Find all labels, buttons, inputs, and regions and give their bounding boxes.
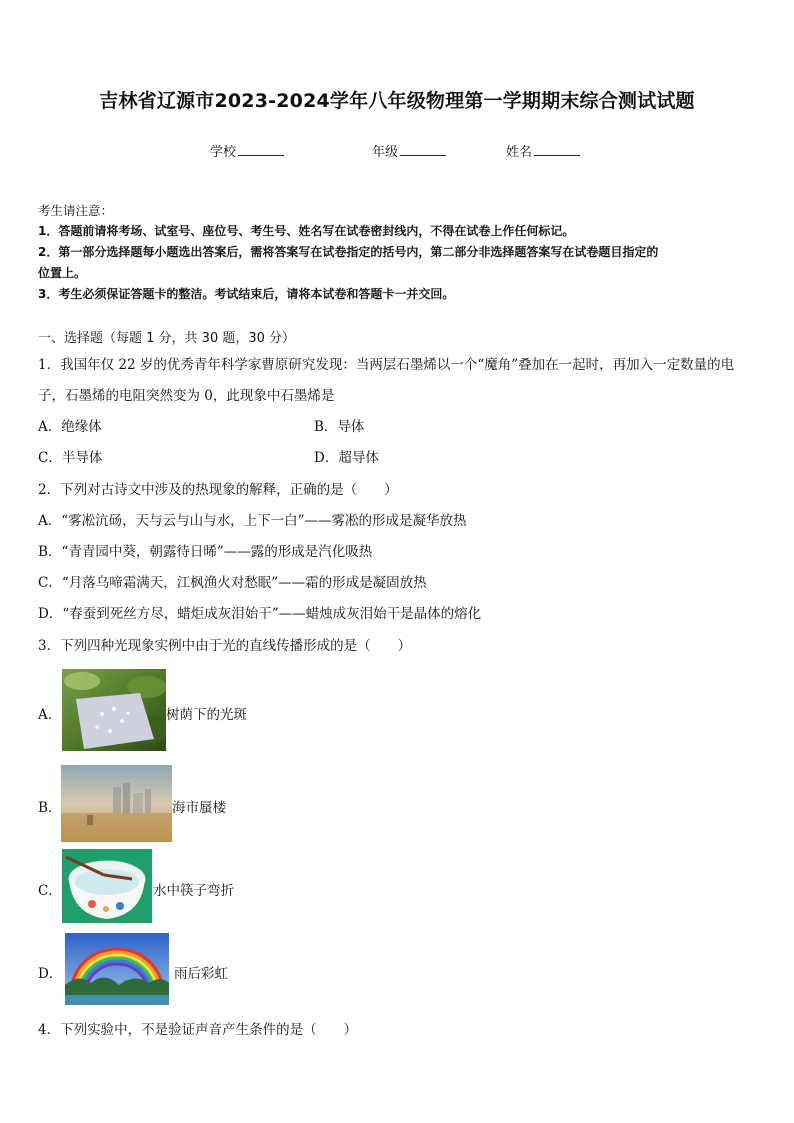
mirage-picture <box>61 765 172 842</box>
q1-option-a[interactable]: A．绝缘体 <box>38 419 102 435</box>
q3-option-a-image[interactable] <box>62 669 166 751</box>
notice-heading: 考生请注意： <box>38 203 114 218</box>
q1-stem-line2: 子，石墨烯的电阻突然变为 0，此现象中石墨烯是 <box>38 388 335 404</box>
school-label: 学校 <box>210 145 237 160</box>
grade-label: 年级 <box>372 145 399 160</box>
notice-item-2: 2．第一部分选择题每小题选出答案后，需将答案写在试卷指定的括号内，第二部分非选择题答案写在试卷题目指定的 <box>38 245 659 259</box>
school-blank[interactable] <box>238 143 284 156</box>
q1-option-c[interactable]: C．半导体 <box>38 450 103 466</box>
q3-option-b-letter[interactable]: B． <box>38 800 62 816</box>
rainbow-picture <box>65 933 169 1005</box>
school-field[interactable] <box>210 141 284 160</box>
q3-option-b-image[interactable] <box>61 765 172 842</box>
grade-blank[interactable] <box>400 143 446 156</box>
q3-option-c-caption: 水中筷子弯折 <box>153 883 234 899</box>
q2-option-c[interactable]: C．“月落乌啼霜满天，江枫渔火对愁眠”——霜的形成是凝固放热 <box>38 575 427 591</box>
q4-stem: 4．下列实验中，不是验证声音产生条件的是（ ） <box>38 1022 358 1038</box>
q3-option-b-caption: 海市蜃楼 <box>172 800 226 816</box>
notice-item-1: 1．答题前请将考场、试室号、座位号、考生号、姓名写在试卷密封线内，不得在试卷上作任何标记。 <box>38 224 575 238</box>
q3-stem: 3．下列四种光现象实例中由于光的直线传播形成的是（ ） <box>38 638 412 654</box>
grade-field[interactable] <box>372 141 446 160</box>
q3-option-a-caption: 树荫下的光斑 <box>166 707 247 723</box>
q2-stem: 2．下列对古诗文中涉及的热现象的解释，正确的是（ ） <box>38 482 398 498</box>
q2-option-d[interactable]: D．“春蚕到死丝方尽，蜡炬成灰泪始干”——蜡烛成灰泪始干是晶体的熔化 <box>38 606 482 622</box>
light-spots-under-tree-picture <box>62 669 166 751</box>
section-heading: 一、选择题（每题 1 分，共 30 题，30 分） <box>38 331 296 346</box>
q3-option-d-letter[interactable]: D． <box>38 966 63 982</box>
page-title: 吉林省辽源市2023-2024学年八年级物理第一学期期末综合测试试题 <box>99 90 695 112</box>
name-blank[interactable] <box>534 143 580 156</box>
q1-option-d[interactable]: D．超导体 <box>314 450 379 466</box>
q1-option-b[interactable]: B．导体 <box>314 419 365 435</box>
notice-block <box>38 200 760 305</box>
q3-option-d-image[interactable] <box>65 933 169 1005</box>
name-label: 姓名 <box>506 145 533 160</box>
q2-option-b[interactable]: B．“青青园中葵，朝露待日晞”——露的形成是汽化吸热 <box>38 544 373 560</box>
notice-item-3: 3．考生必须保证答题卡的整洁。考试结束后，请将本试卷和答题卡一并交回。 <box>38 287 455 301</box>
name-field[interactable] <box>506 141 580 160</box>
q3-option-c-image[interactable] <box>62 849 152 923</box>
q3-option-c-letter[interactable]: C． <box>38 883 62 899</box>
q2-option-a[interactable]: A．“雾凇沆砀，天与云与山与水，上下一白”——雾凇的形成是凝华放热 <box>38 513 467 529</box>
q3-option-a-letter[interactable]: A． <box>38 707 62 723</box>
q3-option-d-caption: 雨后彩虹 <box>174 966 228 982</box>
chopsticks-in-bowl-picture <box>62 849 152 923</box>
q1-stem-line1: 1．我国年仅 22 岁的优秀青年科学家曹原研究发现：当两层石墨烯以一个“魔角”叠加在一起时，再加入一定数量的电 <box>38 357 735 373</box>
notice-item-2-cont: 位置上。 <box>38 266 87 280</box>
